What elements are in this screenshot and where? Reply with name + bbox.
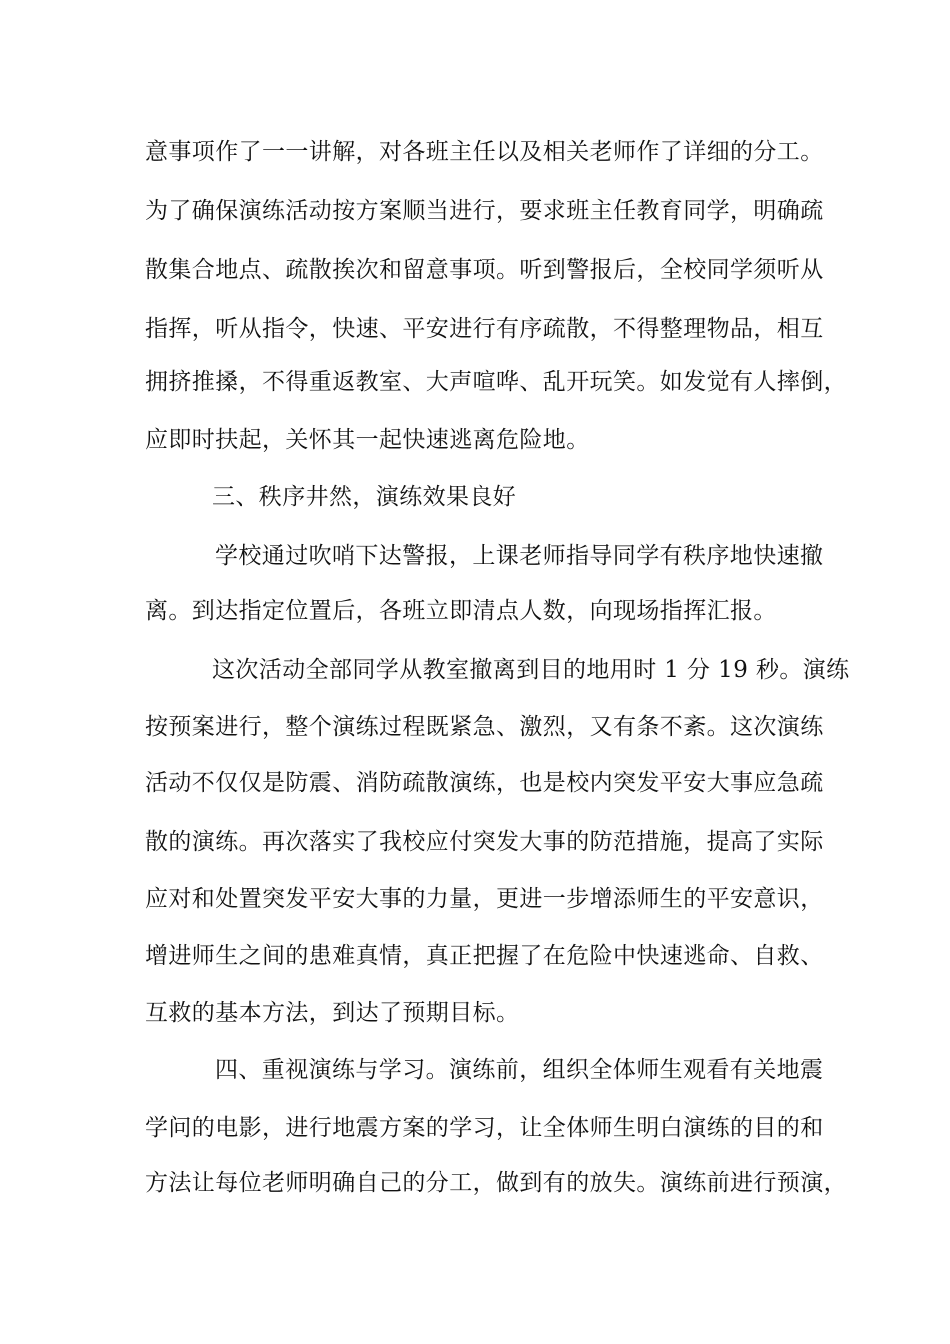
text-line: 应对和处置突发平安大事的力量，更进一步增添师生的平安意识，	[145, 886, 824, 912]
text-line: 按预案进行，整个演练过程既紧急、激烈，又有条不紊。这次演练	[145, 714, 824, 740]
text-line: 学校通过吹哨下达警报，上课老师指导同学有秩序地快速撤	[215, 543, 824, 569]
text-line: 这次活动全部同学从教室撤离到目的地用时 1 分 19 秒。演练	[212, 657, 850, 683]
text-line: 为了确保演练活动按方案顺当进行，要求班主任教育同学，明确疏	[145, 198, 824, 224]
text-line: 拥挤推搡，不得重返教室、大声喧哗、乱开玩笑。如发觉有人摔倒，	[145, 369, 847, 395]
text-line: 互救的基本方法，到达了预期目标。	[145, 1000, 520, 1026]
text-line: 散集合地点、疏散挨次和留意事项。听到警报后，全校同学须听从	[145, 257, 824, 283]
text-line: 离。到达指定位置后，各班立即清点人数，向现场指挥汇报。	[145, 598, 777, 624]
text-line: 指挥，听从指令，快速、平安进行有序疏散，不得整理物品，相互	[145, 316, 824, 342]
text-line: 增进师生之间的患难真情，真正把握了在危险中快速逃命、自救、	[145, 943, 824, 969]
section-heading: 三、秩序井然，演练效果良好	[212, 484, 517, 510]
text-line: 意事项作了一一讲解，对各班主任以及相关老师作了详细的分工。	[145, 139, 824, 165]
section-heading: 四、重视演练与学习。演练前，组织全体师生观看有关地震	[215, 1057, 824, 1083]
text-line: 活动不仅仅是防震、消防疏散演练，也是校内突发平安大事应急疏	[145, 770, 824, 796]
text-line: 学问的电影，进行地震方案的学习，让全体师生明白演练的目的和	[145, 1115, 824, 1141]
text-line: 方法让每位老师明确自己的分工，做到有的放失。演练前进行预演，	[145, 1170, 847, 1196]
text-line: 散的演练。再次落实了我校应付突发大事的防范措施，提高了实际	[145, 829, 824, 855]
text-line: 应即时扶起，关怀其一起快速逃离危险地。	[145, 427, 590, 453]
